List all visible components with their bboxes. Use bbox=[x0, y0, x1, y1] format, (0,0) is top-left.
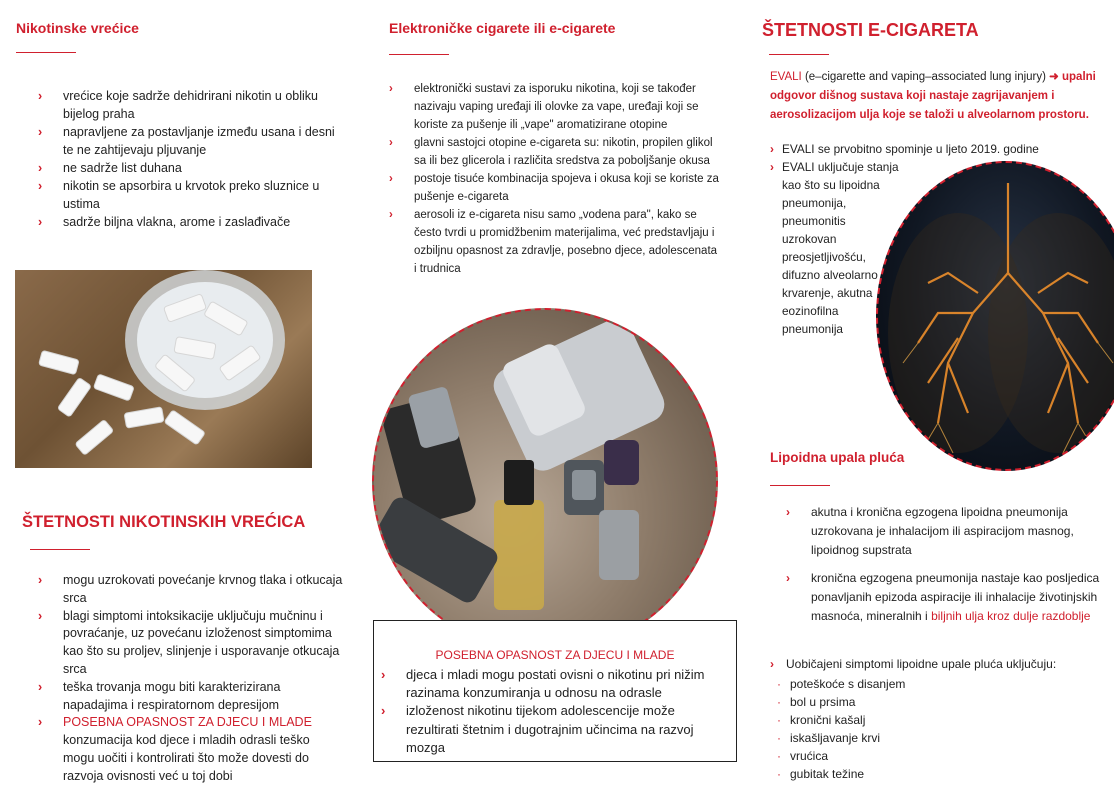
evali-facts-list bbox=[770, 140, 1100, 338]
pouch-harms-list bbox=[38, 572, 343, 786]
list-item: › vrećice koje sadrže dehidrirani nikotin u obliku bijelog praha bbox=[38, 89, 318, 121]
list-item: › blagi simptomi intoksikacije uključuju mučninu i povraćanje, uz povećanu izloženost simptomima kao što su proljev, slinjenje i usporavanje otkucaja srca bbox=[38, 608, 340, 676]
title-underline bbox=[770, 485, 830, 486]
nicotine-pouches-photo bbox=[15, 270, 312, 468]
section-title-e-cigarettes: Elektroničke cigarete ili e-cigarete bbox=[389, 20, 616, 36]
list-item: › elektronički sustavi za isporuku nikotina, koji se također nazivaju vaping uređaji ili olovke za vape, uređaji koji se koriste za pušenje ili „vape" aromatizirane otopine bbox=[389, 80, 719, 134]
chevron-right-icon: › bbox=[389, 137, 393, 149]
list-item: › nikotin se apsorbira u krvotok preko sluznice u ustima bbox=[38, 179, 320, 211]
chevron-right-icon: › bbox=[38, 679, 43, 694]
column-e-cigarette-harms bbox=[745, 0, 1114, 788]
lipoid-pneumonia-list bbox=[786, 503, 1106, 635]
list-item: · bol u prsima bbox=[777, 695, 856, 709]
list-item: › aerosoli iz e-cigareta nisu samo „vodena para", kako se često tvrdi u promidžbenim materijalima, već predstavljaju i ozbiljnu opasnost za zdravlje, posebno djece, adolescenata i trudnica bbox=[389, 206, 719, 278]
dot-icon: · bbox=[777, 731, 781, 745]
evali-definition: EVALI (e–cigarette and vaping–associated lung injury) ➜ upalni odgovor dišnog sustava koji nastaje zagrijavanjem i aerosolizacijom ulja koje se taloži u alveolarnom prostoru. bbox=[770, 71, 1096, 121]
warning-list bbox=[381, 666, 726, 757]
warning-title: POSEBNA OPASNOST ZA DJECU I MLADE bbox=[435, 648, 675, 662]
list-item: · vrućica bbox=[777, 749, 829, 763]
list-item: · kronični kašalj bbox=[777, 713, 866, 727]
title-underline bbox=[30, 549, 90, 550]
children-warning-box bbox=[373, 620, 737, 762]
chevron-right-icon: › bbox=[389, 209, 393, 221]
section-title-e-cigarette-harms: ŠTETNOSTI E-CIGARETA bbox=[762, 20, 979, 40]
chevron-right-icon: › bbox=[38, 89, 43, 103]
title-underline bbox=[769, 54, 829, 55]
dot-icon: · bbox=[777, 713, 781, 727]
list-item: › postoje tisuće kombinacija spojeva i okusa koji se koriste za pušenje e-cigareta bbox=[389, 170, 719, 206]
list-item: › kronična egzogena pneumonija nastaje kao posljedica ponavljanih epizoda aspiracije ili inhalacije životinjskih masnoća, mineralnih i biljnih ulja kroz dulje razdoblje bbox=[786, 571, 1100, 623]
evali-term: EVALI bbox=[770, 71, 802, 83]
chevron-right-icon: › bbox=[786, 505, 790, 519]
chevron-right-icon: › bbox=[770, 142, 774, 156]
column-nicotine-pouches bbox=[0, 0, 370, 788]
list-item: › izloženost nikotinu tijekom adolescencije može rezultirati štetnim i dugotrajnim učincima na razvoj mozga bbox=[381, 703, 694, 755]
list-item: › djeca i mladi mogu postati ovisni o nikotinu pri nižim razinama konzumiranja u odnosu na odrasle bbox=[381, 667, 705, 701]
chevron-right-icon: › bbox=[770, 160, 774, 174]
chevron-right-icon: › bbox=[38, 715, 43, 730]
e-cigarettes-list bbox=[389, 80, 719, 278]
arrow-right-icon: ➜ bbox=[1049, 71, 1059, 83]
dot-icon: · bbox=[777, 677, 781, 691]
list-item: › mogu uzrokovati povećanje krvnog tlaka i otkucaja srca bbox=[38, 573, 343, 605]
list-item: › ne sadrže list duhana bbox=[38, 161, 182, 175]
section-title-lipoid-pneumonia: Lipoidna upala pluća bbox=[770, 450, 905, 465]
symptoms-list bbox=[770, 675, 1070, 783]
list-item: › EVALI uključuje stanja kao što su lipoidna pneumonija, pneumonitis uzrokovan preosjetljivošću, difuzno alveolarno krvarenje, akutna eozinofilna pneumonija bbox=[770, 160, 899, 336]
list-item: · iskašljavanje krvi bbox=[777, 731, 881, 745]
chevron-right-icon: › bbox=[381, 703, 386, 719]
chevron-right-icon: › bbox=[381, 667, 386, 682]
list-item: › EVALI se prvobitno spominje u ljeto 2019. godine bbox=[770, 142, 1039, 156]
list-item: › akutna i kronična egzogena lipoidna pneumonija uzrokovana je inhalacijom ili aspiracijom masnog, lipoidnog supstrata bbox=[786, 505, 1074, 557]
section-title-pouch-harms: ŠTETNOSTI NIKOTINSKIH VREĆICA bbox=[22, 513, 306, 531]
title-underline bbox=[389, 54, 449, 55]
chevron-right-icon: › bbox=[38, 179, 43, 193]
chevron-right-icon: › bbox=[38, 215, 43, 229]
chevron-right-icon: › bbox=[38, 125, 43, 139]
chevron-right-icon: › bbox=[38, 161, 43, 175]
title-underline bbox=[16, 52, 76, 53]
dot-icon: · bbox=[777, 767, 781, 781]
chevron-right-icon: › bbox=[389, 173, 393, 185]
list-item: › glavni sastojci otopine e-cigareta su: nikotin, propilen glikol sa ili bez glicerola i različita sredstva za poboljšanje okusa bbox=[389, 134, 719, 170]
dot-icon: · bbox=[777, 695, 781, 709]
section-title-nicotine-pouches: Nikotinske vrećice bbox=[16, 20, 139, 36]
list-item: · poteškoće s disanjem bbox=[777, 677, 906, 691]
list-item: › sadrže biljna vlakna, arome i zaslađivače bbox=[38, 215, 291, 229]
chevron-right-icon: › bbox=[786, 571, 790, 585]
column-e-cigarettes bbox=[370, 0, 745, 788]
chevron-right-icon: › bbox=[770, 657, 774, 671]
symptoms-intro: › Uobičajeni simptomi lipoidne upale pluća uključuju: bbox=[770, 655, 1110, 674]
special-warning-label: POSEBNA OPASNOST ZA DJECU I MLADE bbox=[63, 715, 312, 730]
e-cigarettes-photo bbox=[372, 308, 718, 654]
list-item: › POSEBNA OPASNOST ZA DJECU I MLADE konzumacija kod djece i mladih odrasli teško mogu uočiti i kontrolirati što može dovesti do razvoja ovisnosti već u toj dobi bbox=[38, 715, 312, 783]
pouches-illustration bbox=[15, 270, 312, 468]
dot-icon: · bbox=[777, 749, 781, 763]
chevron-right-icon: › bbox=[38, 608, 43, 623]
list-item: › napravljene za postavljanje između usana i desni te ne zahtijevaju pljuvanje bbox=[38, 125, 335, 157]
list-item: › teška trovanja mogu biti karakterizirana napadajima i respiratornom depresijom bbox=[38, 679, 281, 712]
chevron-right-icon: › bbox=[389, 83, 393, 95]
nicotine-pouches-list bbox=[38, 87, 338, 231]
vape-devices-illustration bbox=[374, 310, 718, 654]
list-item: · gubitak težine bbox=[777, 767, 865, 781]
chevron-right-icon: › bbox=[38, 573, 43, 587]
